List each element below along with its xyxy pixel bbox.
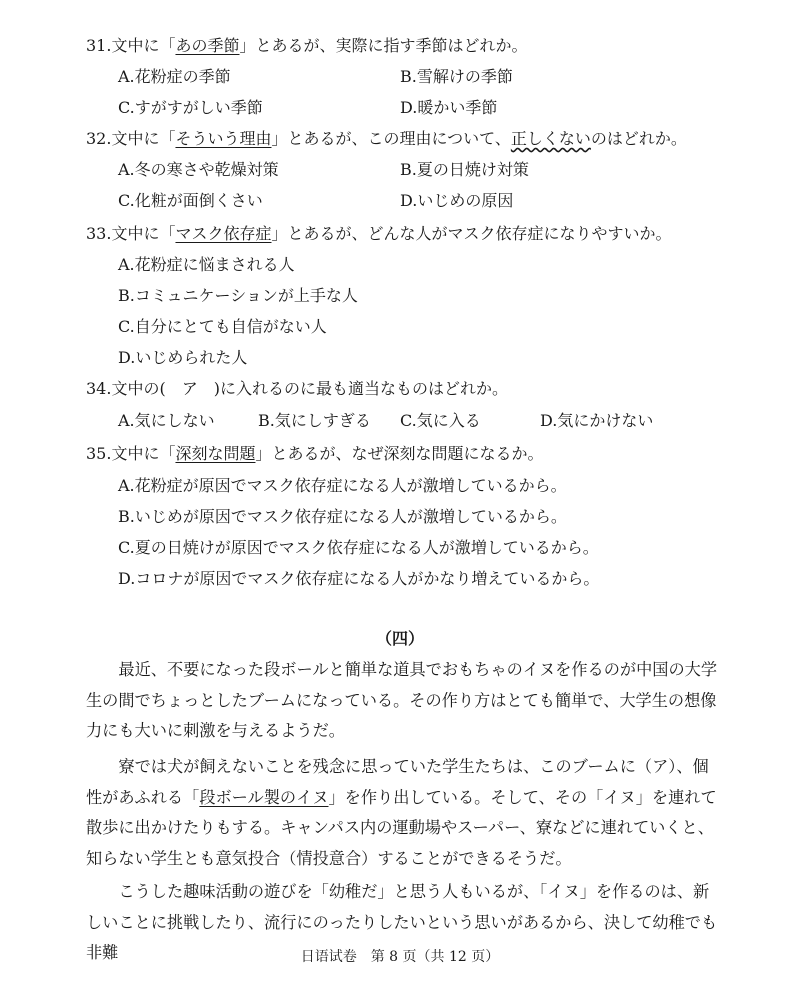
question-number: 34. [86,379,112,398]
question-number: 32. [86,129,112,148]
option-d: D.いじめの原因 [400,191,514,210]
wavy-underlined-phrase: 正しくない [510,129,591,148]
question-text: 文中に「 [111,224,176,243]
underlined-phrase: そういう理由 [175,129,272,148]
passage-text: 」を作り出している。そして、その「イヌ」を連れて散歩に出かけたりもする。キャンパス内の運動場やスーパー、寮などに連れていくと、知らない学生とも意気投合（情投意合）することができるそうだ。 [86,787,717,868]
question-text: 文中の( ア )に入れるのに最も適当なものはどれか。 [111,379,508,398]
option-b: B.いじめが原因でマスク依存症になる人が激増しているから。 [118,507,567,526]
question-text: 」とあるが、なぜ深刻な問題になるか。 [255,444,544,463]
option-b: B.気にしすぎる [258,411,371,430]
option-d: D.気にかけない [540,411,654,430]
option-c: C.夏の日焼けが原因でマスク依存症になる人が激増しているから。 [118,538,599,557]
option-b: B.雪解けの季節 [400,67,513,86]
option-c: C.気に入る [400,411,481,430]
question-text: 文中に「 [111,129,176,148]
question-text: 」とあるが、実際に指す季節はどれか。 [239,36,528,55]
option-b: B.コミュニケーションが上手な人 [118,286,358,305]
passage-paragraph-1: 最近、不要になった段ボールと簡単な道具でおもちゃのイヌを作るのが中国の大学生の間でちょっとしたブームになっている。その作り方はとても簡単で、大学生の想像力にも大いに刺激を与えるようだ。 [86,660,718,740]
option-b: B.夏の日焼け対策 [400,160,529,179]
underlined-phrase: マスク依存症 [175,224,272,243]
question-text: のはどれか。 [590,129,687,148]
question-text: 文中に「 [111,36,176,55]
question-32 [86,129,687,149]
question-text: 」とあるが、この理由について、 [271,129,511,148]
question-number: 35. [86,444,112,463]
option-a: A.気にしない [118,411,215,430]
option-a: A.冬の寒さや乾燥対策 [118,160,279,179]
question-text: 文中に「 [111,444,176,463]
option-c: C.自分にとても自信がない人 [118,317,327,336]
question-number: 31. [86,36,112,55]
option-c: C.化粧が面倒くさい [118,191,263,210]
option-d: D.暖かい季節 [400,98,498,117]
option-d: D.いじめられた人 [118,348,248,367]
option-a: A.花粉症の季節 [118,67,231,86]
passage-text: 寮では犬が飼えないことを残念に思っていた学生たちは、このブームに（ア）、個性があふれる「 [86,757,709,807]
question-33 [86,224,672,244]
option-a: A.花粉症に悩まされる人 [118,255,295,274]
underlined-phrase: 深刻な問題 [175,444,256,463]
question-34 [86,379,508,399]
question-number: 33. [86,224,112,243]
page-footer: 日语试卷 第 8 页（共 12 页） [300,949,500,965]
passage-paragraph-3: こうした趣味活動の遊びを「幼稚だ」と思う人もいるが、「イヌ」を作るのは、新しいことに挑戦したり、流行にのったりしたいという思いがあるから、決して幼稚でも非難 [86,882,718,962]
option-d: D.コロナが原因でマスク依存症になる人がかなり増えているから。 [118,569,600,588]
underlined-phrase: あの季節 [175,36,240,55]
question-31 [86,36,528,56]
underlined-phrase: 段ボール製のイヌ [199,787,329,807]
section-heading: （四） [375,629,424,648]
passage-paragraph-2 [86,752,722,874]
question-text: 」とあるが、どんな人がマスク依存症になりやすいか。 [271,224,672,243]
option-c: C.すがすがしい季節 [118,98,263,117]
question-35 [86,444,544,464]
option-a: A.花粉症が原因でマスク依存症になる人が激増しているから。 [118,476,567,495]
